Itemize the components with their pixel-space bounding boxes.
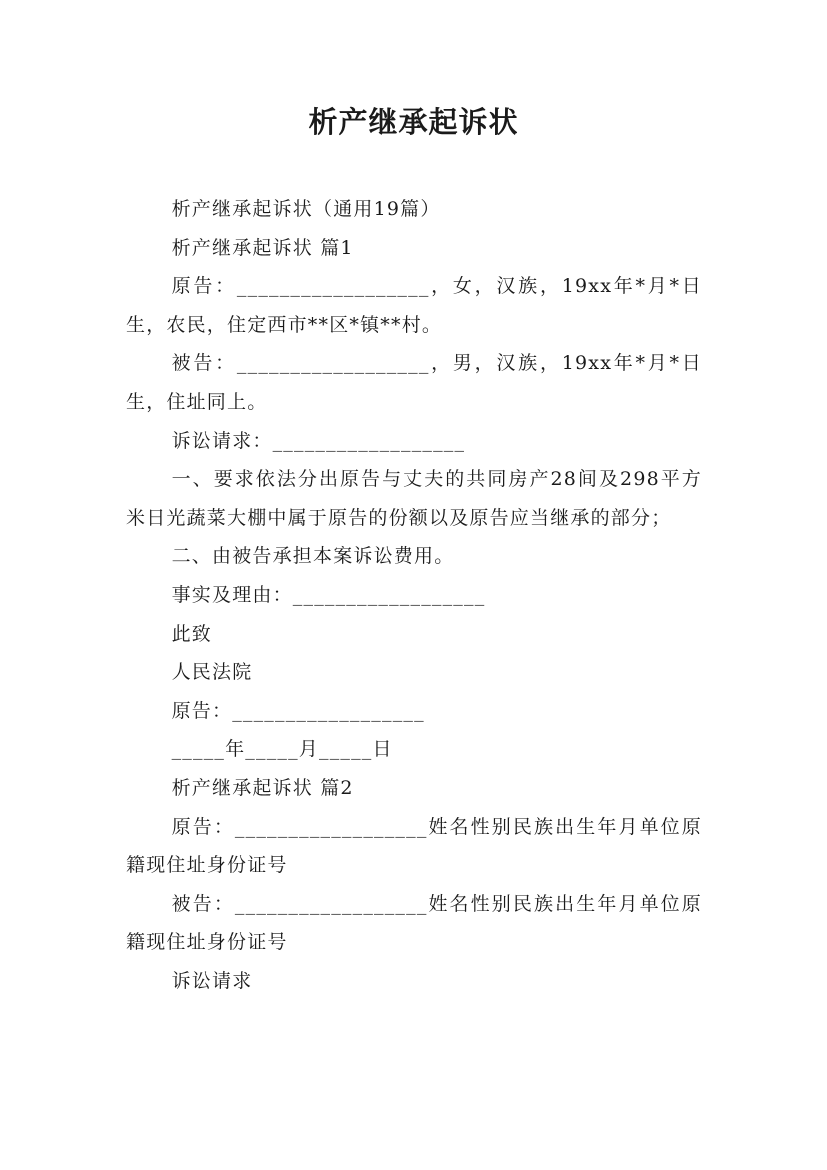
- paragraph-claim-1: 一、要求依法分出原告与丈夫的共同房产28间及298平方米日光蔬菜大棚中属于原告的份额以及原告应当继承的部分；: [126, 468, 702, 529]
- document-title: 析产继承起诉状: [308, 105, 519, 139]
- paragraph-court: 人民法院: [171, 661, 253, 684]
- paragraph-defendant: 被告：__________________，男，汉族，19xx年*月*日生，住址同上。: [126, 352, 702, 413]
- paragraph-section-heading: 析产继承起诉状 篇2: [171, 776, 354, 799]
- paragraph-claim-2: 二、由被告承担本案诉讼费用。: [171, 545, 455, 568]
- paragraph-claims-label: 诉讼请求：__________________: [171, 429, 466, 452]
- paragraph-section-heading: 析产继承起诉状 篇1: [171, 236, 354, 259]
- paragraph-defendant: 被告：__________________姓名性别民族出生年月单位原籍现住址身份证号: [126, 892, 702, 954]
- paragraph-plaintiff: 原告：__________________，女，汉族，19xx年*月*日生，农民，住定西市**区*镇**村。: [126, 275, 702, 336]
- paragraph-facts-label: 事实及理由：__________________: [171, 583, 486, 606]
- document-body: [126, 190, 702, 1000]
- paragraph-plaintiff: 原告：__________________姓名性别民族出生年月单位原籍现住址身份证号: [126, 815, 702, 877]
- paragraph-salutation: 此致: [171, 622, 212, 645]
- paragraph-date-line: _____年_____月_____日: [171, 738, 393, 761]
- paragraph-collection-title: 析产继承起诉状（通用19篇）: [171, 198, 441, 220]
- paragraph-claims-label: 诉讼请求: [171, 969, 253, 992]
- paragraph-plaintiff-signature: 原告：__________________: [171, 699, 425, 722]
